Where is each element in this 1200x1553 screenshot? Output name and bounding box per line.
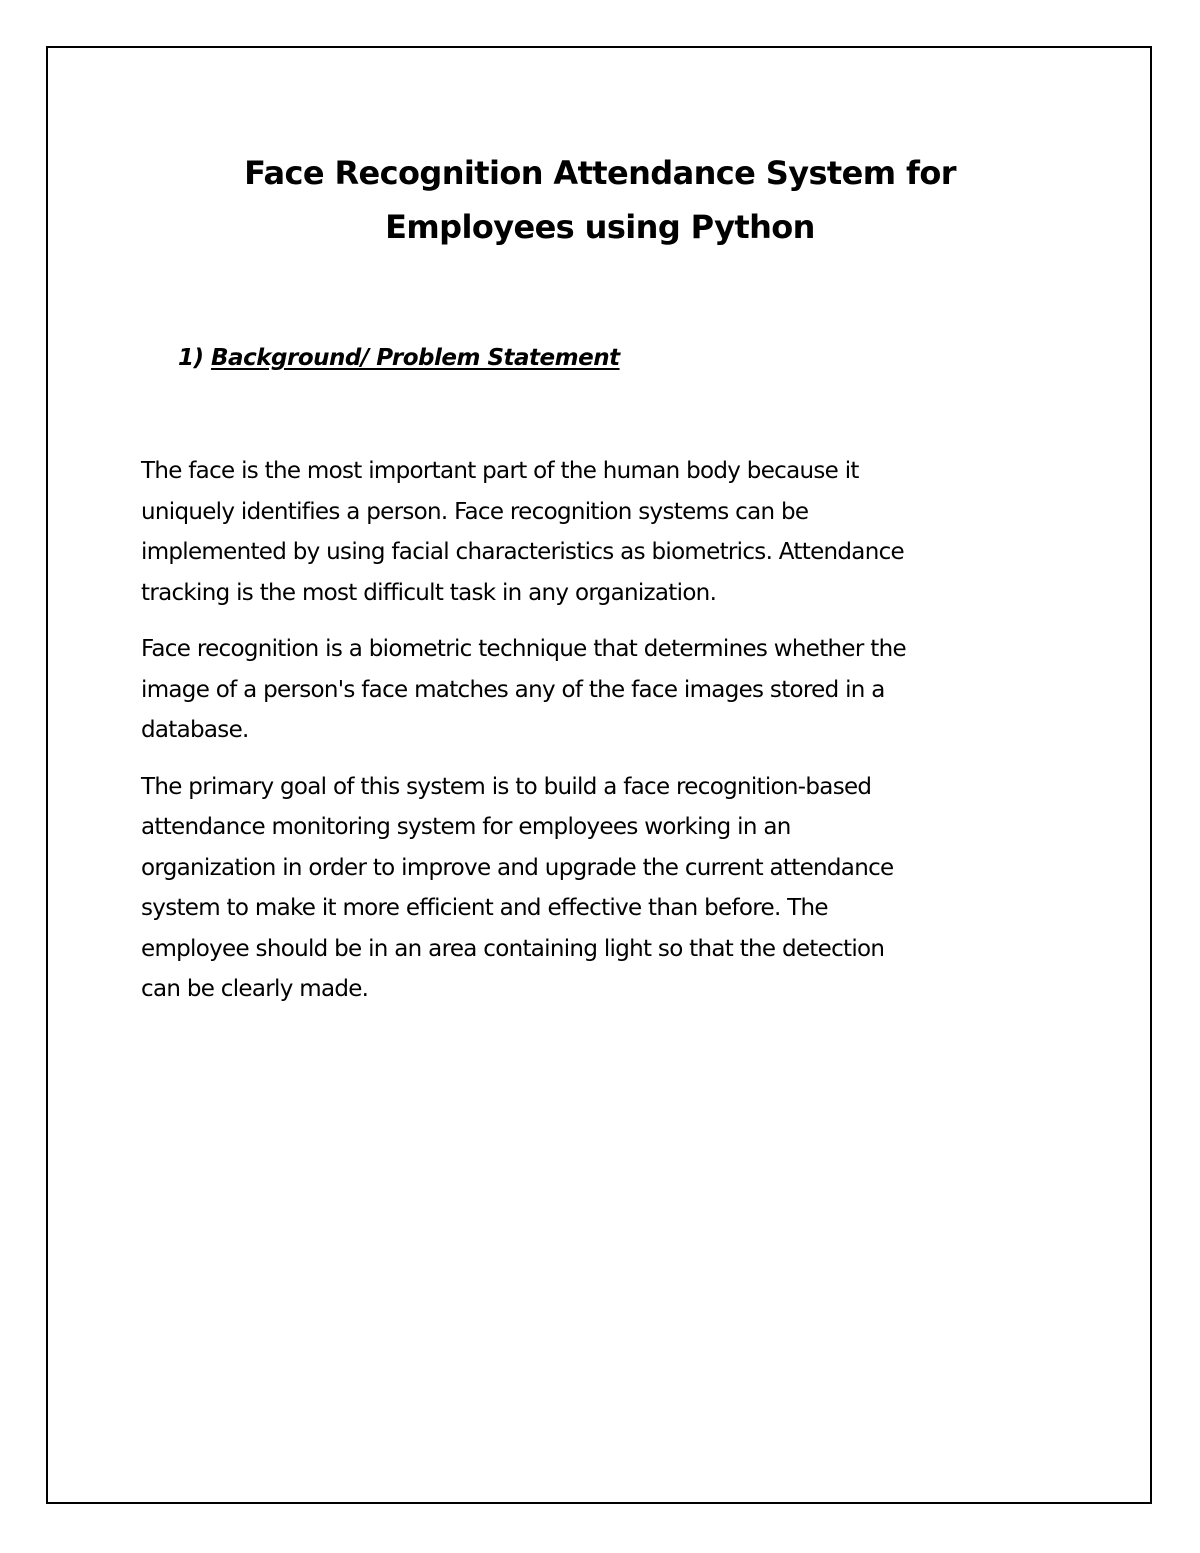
- paragraph-line: can be clearly made.: [141, 976, 369, 1002]
- paragraph-line: tracking is the most difficult task in any organization.: [141, 579, 717, 606]
- paragraph-line: employee should be in an area containing light so that the detection: [141, 935, 885, 962]
- paragraph-line: system to make it more efficient and effective than before. The: [141, 895, 828, 921]
- document-title-line-1: Face Recognition Attendance System for: [244, 154, 956, 192]
- paragraph-3: [141, 767, 1061, 1010]
- paragraph-line: database.: [141, 717, 249, 743]
- paragraph-line: The face is the most important part of the human body because it: [141, 458, 859, 484]
- body-text: [141, 451, 1061, 1026]
- paragraph-line: Face recognition is a biometric technique that determines whether the: [141, 636, 906, 662]
- paragraph-line: uniquely identifies a person. Face recognition systems can be: [141, 498, 809, 525]
- section-heading: [178, 340, 620, 376]
- paragraph-line: implemented by using facial characteristics as biometrics. Attendance: [141, 539, 904, 565]
- paragraph-line: image of a person's face matches any of the face images stored in a: [141, 676, 885, 703]
- paragraph-line: The primary goal of this system is to build a face recognition-based: [141, 773, 872, 800]
- section-number: 1): [178, 345, 204, 371]
- paragraph-1: [141, 451, 1061, 613]
- document-title-line-2: Employees using Python: [385, 208, 815, 246]
- paragraph-line: attendance monitoring system for employees working in an: [141, 814, 791, 840]
- document-title: [0, 146, 1200, 254]
- paragraph-2: [141, 629, 1061, 751]
- section-heading-text: Background/ Problem Statement: [211, 345, 620, 371]
- paragraph-line: organization in order to improve and upgrade the current attendance: [141, 854, 894, 881]
